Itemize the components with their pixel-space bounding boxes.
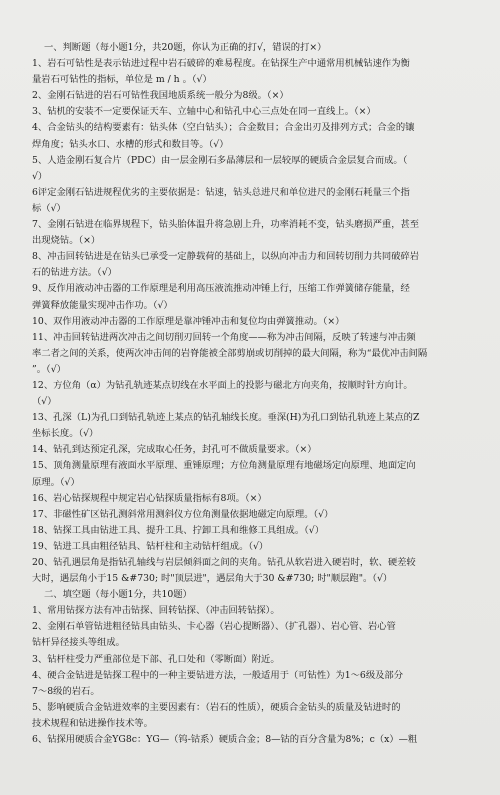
question-line: 9、反作用液动冲击器的工作原理是利用高压液流推动冲锤上行，压缩工作弹簧储存能量，经 — [32, 283, 410, 295]
question-line: 14、钻孔到达预定孔深，完成取心任务，封孔可不做质量要求。（×） — [32, 444, 317, 456]
question-line: 出现烧钻。（×） — [32, 235, 101, 247]
question-line: 18、钻探工具由钻进工具、提升工具、拧卸工具和维修工具组成。（√） — [32, 524, 325, 536]
question-line: 7～8级的岩石。 — [32, 685, 100, 697]
question-line: 4、合金钻头的结构要素有：钻头体（空白钻头）；合金数目；合金出刃及排列方式；合金的镶 — [32, 122, 415, 134]
question-line: 15、顶角测量原理有液面水平原理、重锤原理；方位角测量原理有地磁场定向原理、地面定向 — [32, 460, 416, 472]
question-line: 弹簧释放能量实现冲击作功。（√） — [32, 299, 173, 311]
section-heading-fill-blank: 二、填空题（每小题1分，共10题） — [44, 589, 192, 601]
question-line: 10、双作用液动冲击器的工作原理是靠冲锤冲击和复位均由弹簧推动。（×） — [32, 315, 345, 327]
question-line: 原理。（√） — [32, 476, 80, 488]
question-line: 率二者之间的关系，使两次冲击间的岩脊能被全部剪崩或切削掉的最大间隔，称为“最优冲击间隔 — [32, 347, 428, 359]
question-line: 17、非磁性矿区钻孔测斜常用测斜仪方位角测量依据地磁定向原理。（√） — [32, 508, 334, 520]
question-line: 石的钻进方法。（√） — [32, 267, 117, 279]
question-line: 13、孔深（L)为孔口到钻孔轨迹上某点的钻孔轴线长度。垂深(H)为孔口到钻孔轨迹上某点的Z — [32, 412, 420, 424]
question-line: 钻杆异径接头等组成。 — [32, 637, 125, 649]
question-line: 5、人造金刚石复合片（PDC）由一层金刚石多晶薄层和一层较厚的硬质合金层复合而成。（ — [32, 154, 408, 166]
question-line: 焊角度；钻头水口、水槽的形式和数目等。（√） — [32, 138, 229, 150]
question-line: 5、影响硬质合金钻进效率的主要因素有：（岩石的性质），硬质合金钻头的质量及钻进时的 — [32, 701, 401, 713]
question-line: 大时，遇层角小于15 &#730; 时"顶层进"，遇层角大于30 &#730; 时"顺层跑"。（√） — [32, 573, 393, 585]
question-line: 20、钻孔遇层角是指钻孔轴线与岩层倾斜面之间的夹角。钻孔从软岩进入硬岩时，软、硬差较 — [32, 557, 416, 568]
question-line: 3、钻杆柱受力严重部位是下部、孔口处和（零断面）附近。 — [32, 653, 280, 665]
question-line: 1、常用钻探方法有冲击钻探、回转钻探、（冲击回转钻探）。 — [32, 605, 280, 617]
question-line: 2、金刚石单管钻进粗径钻具由钻头、卡心器（岩心提断器）、（扩孔器）、岩心管、岩心管 — [32, 621, 396, 633]
question-line: 1、岩石可钻性是表示钻进过程中岩石破碎的难易程度。在钻探生产中通常用机械钻速作为衡 — [32, 58, 410, 70]
question-line: 量岩石可钻性的指标，单位是 m / h 。（√） — [32, 74, 212, 86]
question-line: 6评定金刚石钻进规程优劣的主要依据是：钻速，钻头总进尺和单位进尺的金刚石耗量三个指 — [32, 186, 410, 198]
question-line: 7、金刚石钻进在临界规程下，钻头胎体温升将急剧上升，功率消耗不变，钻头磨损严重，甚至 — [32, 219, 420, 231]
question-line: 2、金刚石钻进的岩石可钻性我国地质系统一般分为8级。（×） — [32, 90, 289, 102]
question-line: （√） — [32, 396, 57, 408]
question-line: 12、方位角（α）为钻孔轨迹某点切线在水平面上的投影与磁北方向夹角，按顺时针方向计。 — [32, 379, 413, 391]
question-line: 技术规程和钻进操作技术等。 — [32, 717, 153, 729]
question-line: 标（√） — [32, 202, 66, 214]
question-line: 8、冲击回转钻进是在钻头已承受一定静载荷的基础上，以纵向冲击力和回转切削力共同破碎岩 — [32, 251, 420, 263]
question-line: 16、岩心钻探规程中规定岩心钻探质量指标有8项。（×） — [32, 492, 267, 504]
question-line: 11、冲击回转钻进两次冲击之间切削刃回转一个角度——称为冲击间隔，反映了转速与冲击频 — [32, 331, 416, 343]
question-line: 4、硬合金钻进是钻探工程中的一种主要钻进方法，一般适用于（可钻性）为1～6级及部分 — [32, 669, 404, 681]
section-heading-judgment: 一、判断题（每小题1分，共20题，你认为正确的打√，错误的打×） — [44, 42, 327, 53]
question-line: √） — [32, 170, 48, 182]
question-line: 3、钻机的安装不一定要保证天车、立轴中心和钻孔中心三点处在同一直线上。（×） — [32, 106, 376, 118]
question-line: ”。（√） — [32, 363, 66, 375]
question-line: 坐标长度。（√） — [32, 428, 99, 440]
question-line: 6、钻探用硬质合金YG8c：YG—（钨-钴系）硬质合金；8—钴的百分含量为8%；c（x）—粗 — [32, 734, 418, 746]
question-line: 19、钻进工具由粗径钻具、钻杆柱和主动钻杆组成。（√） — [32, 540, 269, 552]
